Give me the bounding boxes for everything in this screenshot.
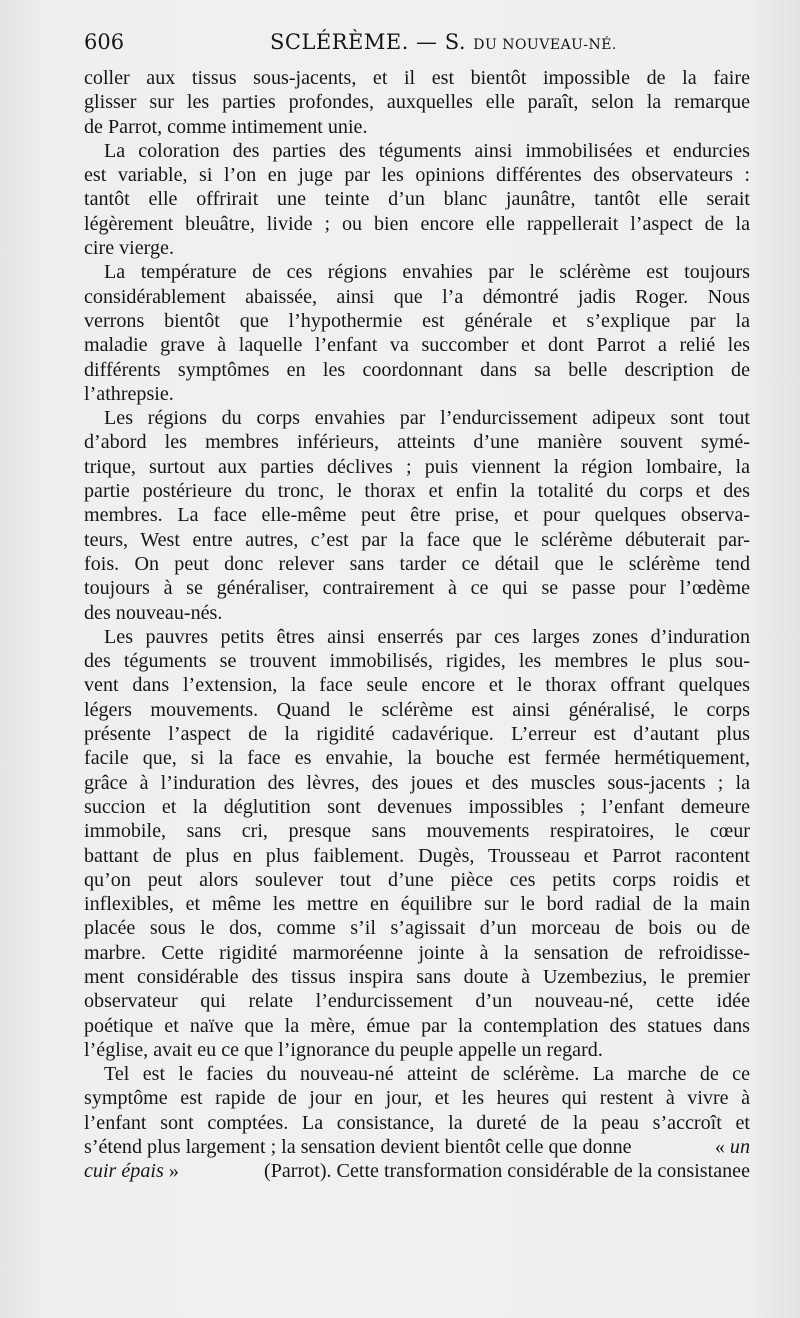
text-line-segment: s’étend plus largement ; la sensation devient bientôt celle que donne xyxy=(84,1136,632,1159)
text-line: trique, surtout aux parties déclives ; puis viennent la région lombaire, la xyxy=(84,455,750,478)
text-line: d’abord les membres inférieurs, atteints d’une manière souvent symé- xyxy=(84,431,750,454)
text-line: légèrement bleuâtre, livide ; ou bien encore elle rappellerait l’aspect de la xyxy=(84,212,750,235)
text-line: cire vierge. xyxy=(84,237,174,260)
paragraph-3 xyxy=(84,260,750,406)
text-line: La coloration des parties des téguments ainsi immobilisées et endurcies xyxy=(104,139,750,162)
text-line: Les régions du corps envahies par l’endurcissement adipeux sont tout xyxy=(104,407,750,430)
text-line: La température de ces régions envahies par le sclérème est toujours xyxy=(104,261,750,284)
text-line: teurs, West entre autres, c’est par la face que le sclérème débuterait par- xyxy=(84,528,750,551)
paragraph-4 xyxy=(84,406,750,625)
text-line: maladie grave à laquelle l’enfant va succomber et dont Parrot a relié les xyxy=(84,334,750,357)
text-line: l’athrepsie. xyxy=(84,382,174,405)
text-line-with-quote xyxy=(84,1135,750,1159)
text-line: de Parrot, comme intimement unie. xyxy=(84,115,368,138)
text-line: immobile, sans cri, presque sans mouvements respiratoires, le cœur xyxy=(84,820,750,843)
text-line: tantôt elle offrirait une teinte d’un blanc jaunâtre, tantôt elle serait xyxy=(84,188,750,211)
text-line-with-quote xyxy=(84,1159,750,1183)
text-line: considérablement abaissée, ainsi que l’a démontré jadis Roger. Nous xyxy=(84,285,750,308)
text-line: l’enfant sont comptées. La consistance, la dureté de la peau s’accroît et xyxy=(84,1111,750,1134)
text-line: toujours à se généraliser, contrairement à ce qui se passe pour l’œdème xyxy=(84,577,750,600)
text-line: est variable, si l’on en juge par les opinions différentes des observateurs : xyxy=(84,164,750,187)
text-line: observateur qui relate l’endurcissement d’un nouveau-né, cette idée xyxy=(84,990,750,1013)
text-line: succion et la déglutition sont devenues impossibles ; l’enfant demeure xyxy=(84,795,750,818)
running-title-small: DU NOUVEAU-NÉ. xyxy=(473,37,617,53)
quote-italic: un xyxy=(729,1136,750,1159)
text-line: grâce à l’induration des lèvres, des joues et des muscles sous-jacents ; la xyxy=(84,771,750,794)
quote-open: « un xyxy=(714,1136,750,1159)
text-line: des nouveau-nés. xyxy=(84,601,223,624)
text-line: poétique et naïve que la mère, émue par la contemplation des statues dans xyxy=(84,1014,750,1037)
text-line: Tel est le facies du nouveau-né atteint de sclérème. La marche de ce xyxy=(104,1063,750,1086)
text-line: coller aux tissus sous-jacents, et il est bientôt impossible de la faire xyxy=(84,67,750,89)
text-line: ment considérable des tissus inspira sans doute à Uzembezius, le premier xyxy=(84,965,750,988)
text-line: vent dans l’extension, la face seule encore et le thorax offrant quelques xyxy=(84,674,750,697)
text-line: différents symptômes en les coordonnant dans sa belle description de xyxy=(84,358,750,381)
quote-close: cuir épais » xyxy=(84,1160,179,1183)
paragraph-2 xyxy=(84,139,750,260)
text-line: fois. On peut donc relever sans tarder ce détail que le sclérème tend xyxy=(84,552,750,575)
text-line: verrons bientôt que l’hypothermie est générale et s’explique par la xyxy=(84,309,750,332)
text-line: placée sous le dos, comme s’il s’agissait d’un morceau de bois ou de xyxy=(84,917,750,940)
text-line: des téguments se trouvent immobilisés, rigides, les membres le plus sou- xyxy=(84,650,750,673)
paragraph-6 xyxy=(84,1062,750,1183)
text-line: membres. La face elle-même peut être prise, et pour quelques observa- xyxy=(84,504,750,527)
running-title-main: SCLÉRÈME. — S. xyxy=(270,30,467,54)
body-text xyxy=(84,66,750,1184)
text-line: Les pauvres petits êtres ainsi enserrés par ces larges zones d’induration xyxy=(104,625,750,648)
page-header xyxy=(84,30,756,60)
text-line: l’église, avait eu ce que l’ignorance du peuple appelle un regard. xyxy=(84,1038,603,1061)
text-line: présente l’aspect de la rigidité cadavérique. L’erreur est d’autant plus xyxy=(84,723,750,746)
paragraph-5 xyxy=(84,625,750,1062)
text-line: qu’on peut alors soulever tout d’une pièce ces petits corps roidis et xyxy=(84,868,750,891)
quote-italic: cuir épais xyxy=(84,1160,164,1183)
text-line: facile que, si la face es envahie, la bouche est fermée hermétiquement, xyxy=(84,747,750,770)
text-line-segment: (Parrot). Cette transformation considérable de la consistanee xyxy=(264,1160,750,1183)
running-title xyxy=(270,30,617,54)
paragraph-1 xyxy=(84,66,750,139)
text-line: marbre. Cette rigidité marmoréenne jointe à la sensation de refroidisse- xyxy=(84,941,750,964)
text-line: battant de plus en plus faiblement. Dugès, Trousseau et Parrot racontent xyxy=(84,844,750,867)
text-line: partie postérieure du tronc, le thorax et enfin la totalité du corps et des xyxy=(84,480,750,503)
text-line: glisser sur les parties profondes, auxquelles elle paraît, selon la remarque xyxy=(84,91,750,114)
text-line: inflexibles, et même les mettre en équilibre sur le bord radial de la main xyxy=(84,893,750,916)
text-line: symptôme est rapide de jour en jour, et les heures qui restent à vivre à xyxy=(84,1087,750,1110)
text-line: légers mouvements. Quand le sclérème est ainsi généralisé, le corps xyxy=(84,698,750,721)
page-number: 606 xyxy=(84,30,125,54)
